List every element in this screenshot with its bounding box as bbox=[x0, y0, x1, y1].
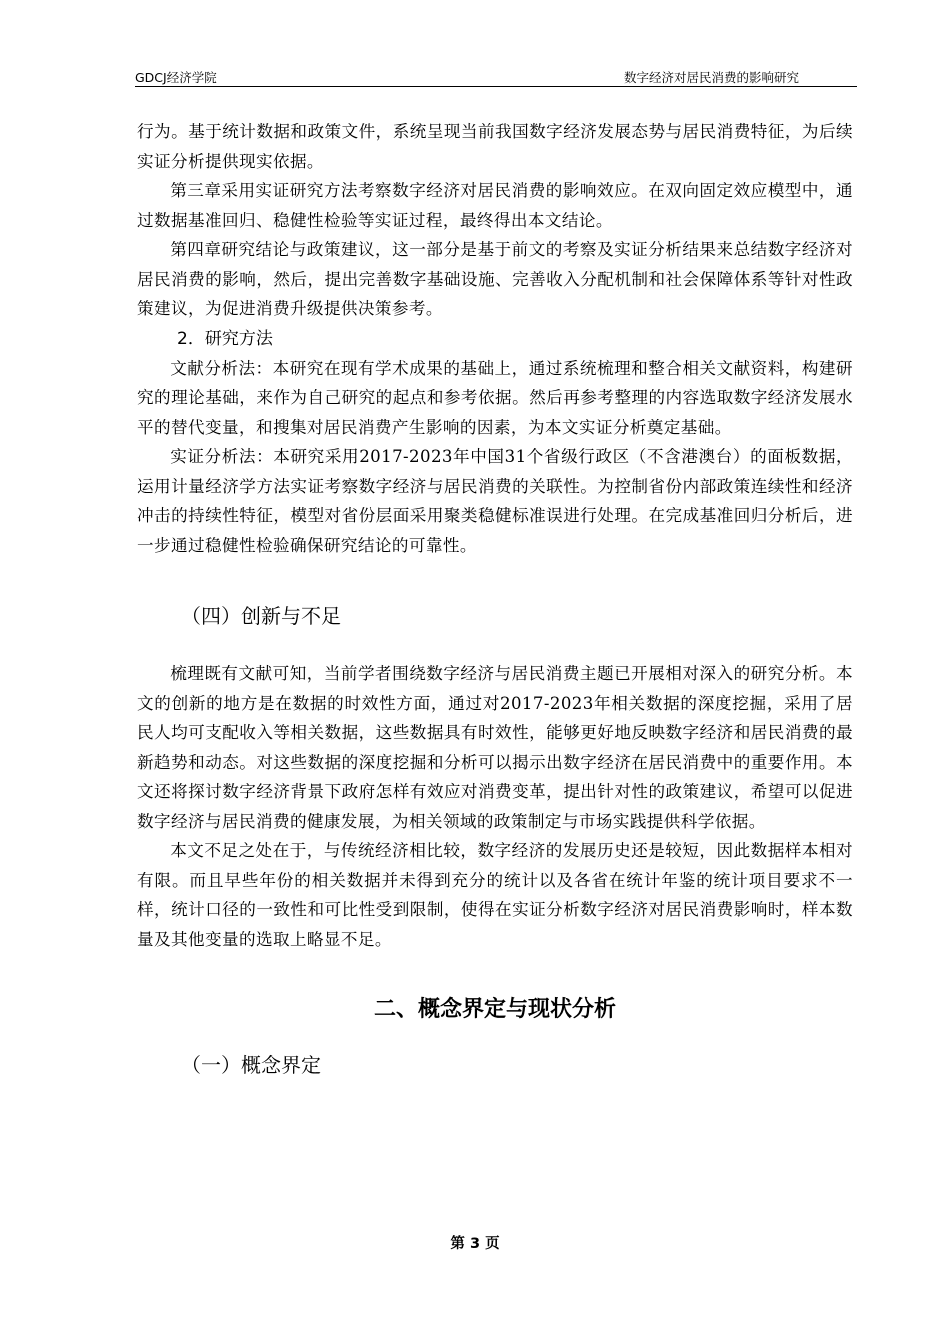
paragraph-shortcomings: 本文不足之处在于，与传统经济相比较，数字经济的发展历史还是较短，因此数据样本相对有限。而且早些年份的相关数据并未得到充分的统计以及各省在统计年鉴的统计项目要求不一样，统计口径的一致性和可比性受到限制，使得在实证分析数字经济对居民消费影响时，样本数量及其他变量的选取上略显不足。 bbox=[137, 841, 853, 949]
paragraph-literature-method: 文献分析法：本研究在现有学术成果的基础上，通过系统梳理和整合相关文献资料，构建研究的理论基础，来作为自己研究的起点和参考依据。然后再参考整理的内容选取数字经济发展水平的替代变量，和搜集对居民消费产生影响的因素，为本文实证分析奠定基础。 bbox=[137, 358, 853, 437]
page-body bbox=[137, 117, 853, 1078]
paragraph-innovation: 梳理既有文献可知，当前学者围绕数字经济与居民消费主题已开展相对深入的研究分析。本文的创新的地方是在数据的时效性方面，通过对2017-2023年相关数据的深度挖掘，采用了居民人均可支配收入等相关数据，这些数据具有时效性，能够更好地反映数字经济和居民消费的最新趋势和动态。对这些数据的深度挖掘和分析可以揭示出数字经济在居民消费中的重要作用。本文还将探讨数字经济背景下政府怎样有效应对消费变革，提出针对性的政策建议，希望可以促进数字经济与居民消费的健康发展，为相关领域的政策制定与市场实践提供科学依据。 bbox=[137, 664, 853, 831]
header-institution: GDCJ经济学院 bbox=[135, 70, 217, 85]
paragraph-continued: 行为。基于统计数据和政策文件，系统呈现当前我国数字经济发展态势与居民消费特征，为后续实证分析提供现实依据。 bbox=[137, 122, 853, 171]
page-header bbox=[135, 66, 857, 87]
heading-chapter-two: 二、概念界定与现状分析 bbox=[373, 997, 616, 1022]
page-number: 第 3 页 bbox=[450, 1236, 500, 1252]
header-paper-title: 数字经济对居民消费的影响研究 bbox=[623, 70, 799, 85]
paragraph-chapter-four: 第四章研究结论与政策建议，这一部分是基于前文的考察及实证分析结果来总结数字经济对居民消费的影响，然后，提出完善数字基础设施、完善收入分配机制和社会保障体系等针对性政策建议，为促进消费升级提供决策参考。 bbox=[137, 240, 853, 318]
heading-research-methods: 2．研究方法 bbox=[177, 328, 273, 349]
heading-innovation-shortcomings: （四）创新与不足 bbox=[181, 604, 341, 628]
paragraph-empirical-method: 实证分析法：本研究采用2017-2023年中国31个省级行政区（不含港澳台）的面板数据，运用计量经济学方法实证考察数字经济与居民消费的关联性。为控制省份内部政策连续性和经济冲击的持续性特征，模型对省份层面采用聚类稳健标准误进行处理。在完成基准回归分析后，进一步通过稳健性检验确保研究结论的可靠性。 bbox=[137, 447, 853, 555]
paragraph-chapter-three: 第三章采用实证研究方法考察数字经济对居民消费的影响效应。在双向固定效应模型中，通过数据基准回归、稳健性检验等实证过程，最终得出本文结论。 bbox=[137, 181, 853, 230]
heading-concept-definition: （一）概念界定 bbox=[181, 1053, 321, 1077]
